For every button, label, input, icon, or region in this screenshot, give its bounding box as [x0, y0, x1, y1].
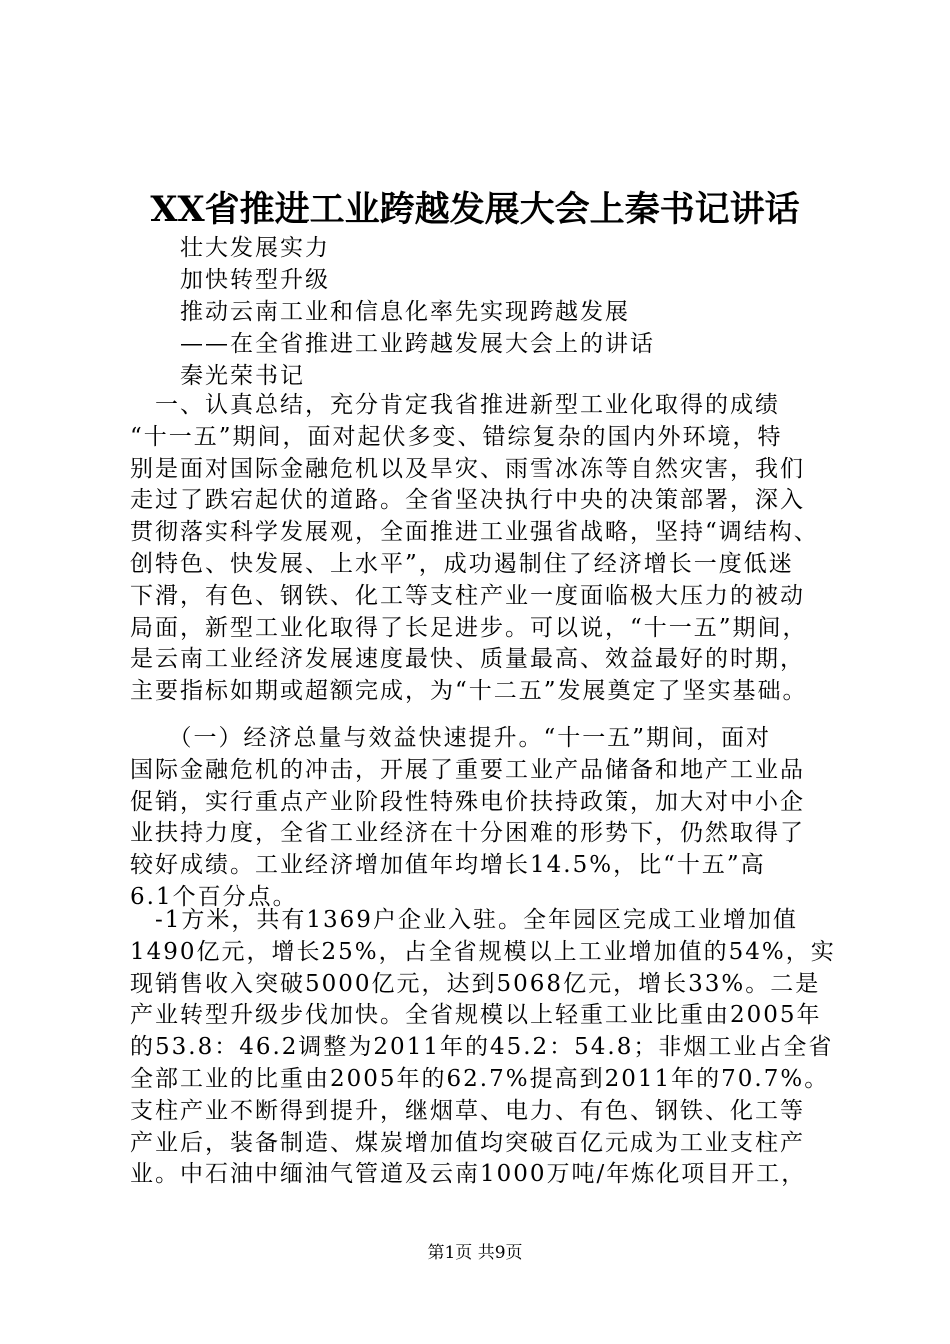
subtitle-line: 壮大发展实力	[180, 235, 330, 261]
text-line: 促销，实行重点产业阶段性特殊电价扶持政策，加大对中小企	[130, 788, 805, 815]
text-line: （一）经济总量与效益快速提升。“十一五”期间，面对	[130, 725, 772, 751]
text-line: 主要指标如期或超额完成，为“十二五”发展奠定了坚实基础。	[130, 678, 808, 705]
page-number-footer: 第1页 共9页	[427, 1243, 523, 1263]
text-line: 贯彻落实科学发展观，全面推进工业强省战略，坚持“调结构、	[130, 519, 819, 546]
text-line: 6.1个百分点。	[130, 883, 298, 910]
text-line: 1490亿元，增长25%，占全省规模以上工业增加值的54%，实	[130, 938, 836, 965]
text-line: 别是面对国际金融危机以及旱灾、雨雪冰冻等自然灾害，我们	[130, 455, 805, 482]
subtitle-block	[180, 232, 900, 392]
text-line: 创特色、快发展、上水平”，成功遏制住了经济增长一度低迷	[130, 550, 794, 577]
subtitle-line: 加快转型升级	[180, 267, 330, 293]
paragraph-2	[130, 723, 850, 914]
text-line: 走过了跌宕起伏的道路。全省坚决执行中央的决策部署，深入	[130, 487, 805, 514]
text-line: 现销售收入突破5000亿元，达到5068亿元，增长33%。二是	[130, 970, 821, 997]
text-line: 产业转型升级步伐加快。全省规模以上轻重工业比重由2005年	[130, 1002, 822, 1029]
text-line: 的53.8：46.2调整为2011年的45.2：54.8；非烟工业占全省	[130, 1034, 834, 1061]
text-line: 全部工业的比重由2005年的62.7%提高到2011年的70.7%。	[130, 1065, 830, 1092]
paragraph-3	[130, 905, 850, 1191]
text-line: 是云南工业经济发展速度最快、质量最高、效益最好的时期，	[130, 646, 805, 673]
text-line: 国际金融危机的冲击，开展了重要工业产品储备和地产工业品	[130, 756, 805, 783]
subtitle-line: ——在全省推进工业跨越发展大会上的讲话	[180, 331, 655, 357]
text-line: 局面，新型工业化取得了长足进步。可以说，“十一五”期间，	[130, 614, 808, 641]
text-line: 业扶持力度，全省工业经济在十分困难的形势下，仍然取得了	[130, 820, 805, 847]
text-line: 较好成绩。工业经济增加值年均增长14.5%，比“十五”高	[130, 852, 766, 879]
text-line: 支柱产业不断得到提升，继烟草、电力、有色、钢铁、化工等	[130, 1097, 805, 1124]
text-line: -1方米，共有1369户企业入驻。全年园区完成工业增加值	[130, 907, 798, 933]
text-line: “十一五”期间，面对起伏多变、错综复杂的国内外环境，特	[130, 423, 783, 450]
text-line: 产业后，装备制造、煤炭增加值均突破百亿元成为工业支柱产	[130, 1129, 805, 1156]
paragraph-1	[130, 390, 850, 708]
text-line: 一、认真总结，充分肯定我省推进新型工业化取得的成绩	[130, 392, 780, 418]
author-line: 秦光荣书记	[180, 363, 305, 389]
subtitle-line: 推动云南工业和信息化率先实现跨越发展	[180, 299, 630, 325]
text-line: 业。中石油中缅油气管道及云南1000万吨/年炼化项目开工，	[130, 1161, 807, 1188]
document-title: XX省推进工业跨越发展大会上秦书记讲话	[150, 189, 800, 230]
text-line: 下滑，有色、钢铁、化工等支柱产业一度面临极大压力的被动	[130, 582, 805, 609]
